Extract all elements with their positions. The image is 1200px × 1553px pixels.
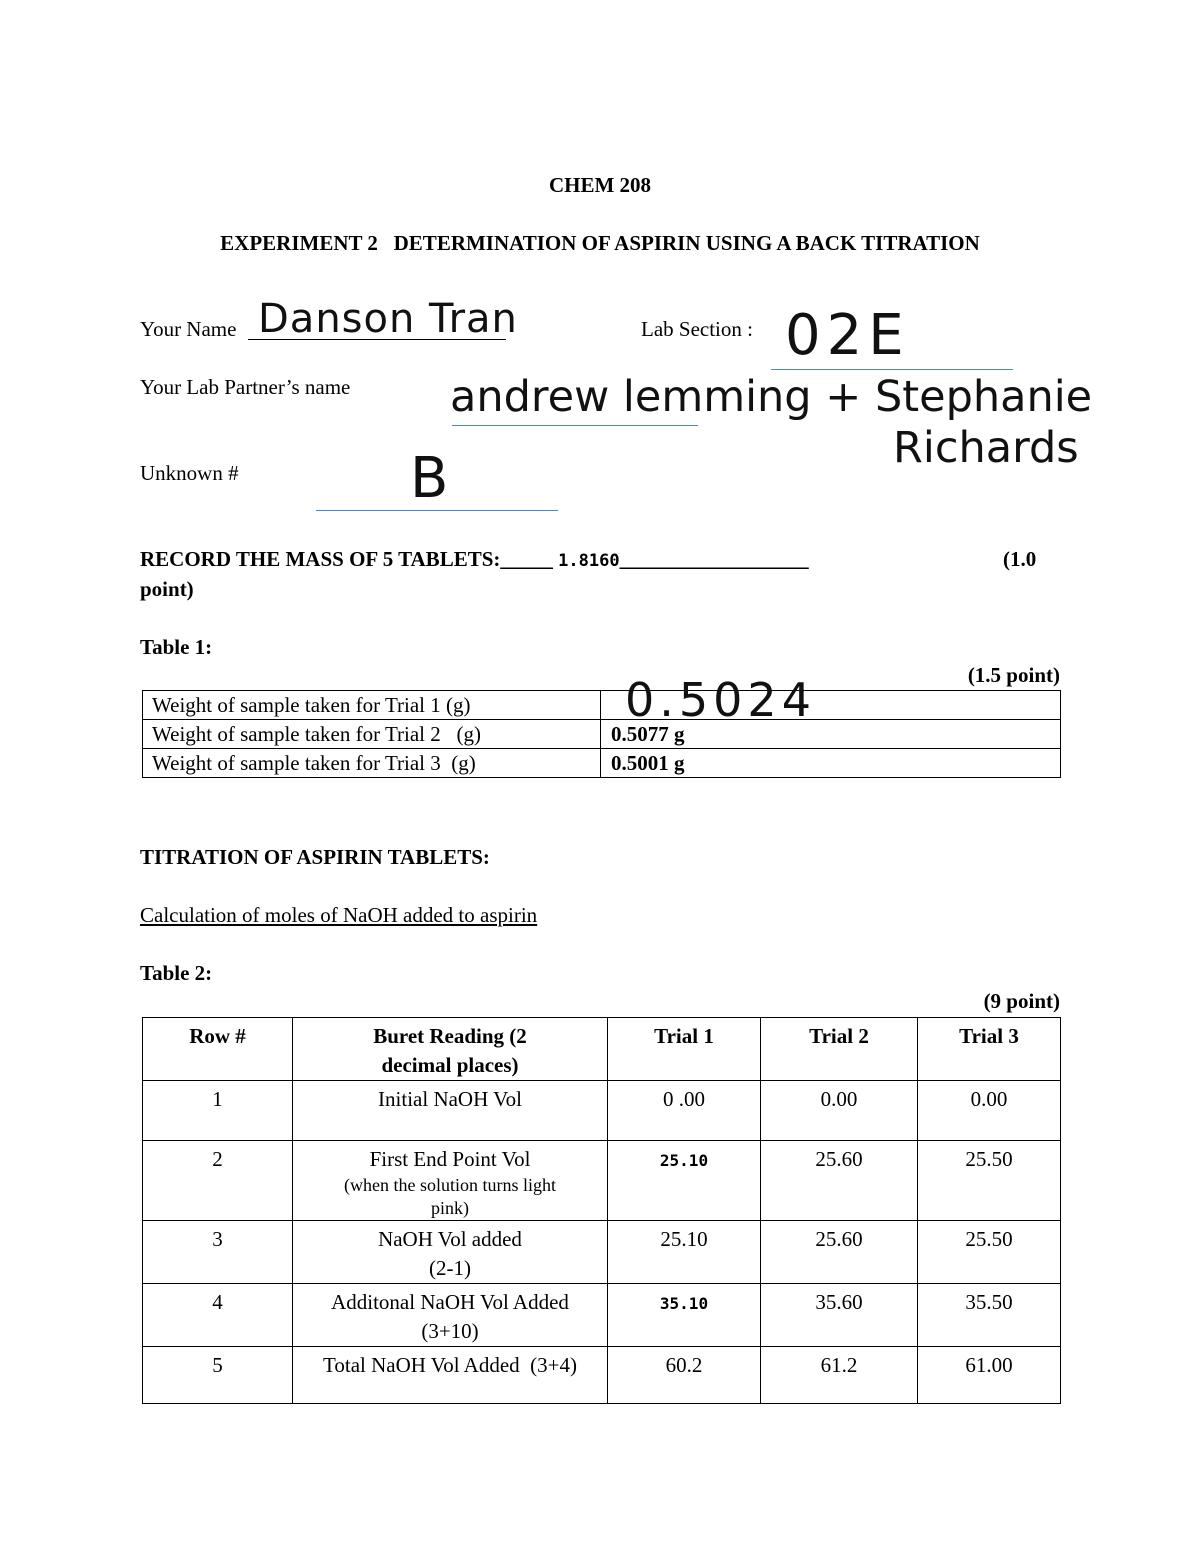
table-row <box>143 1141 1061 1221</box>
row-desc-line1: Initial NaOH Vol <box>378 1087 522 1111</box>
header-trial1: Trial 1 <box>608 1018 761 1081</box>
lab-section-value[interactable]: 02E <box>785 303 910 368</box>
header-buret-reading-line2: decimal places) <box>381 1053 519 1077</box>
row-num: 5 <box>143 1347 293 1404</box>
table-row <box>143 749 1061 778</box>
table1-points: (1.5 point) <box>967 663 1060 687</box>
table-row <box>143 1347 1061 1404</box>
unknown-field-line <box>316 510 558 511</box>
table2 <box>142 1017 1061 1404</box>
mass-blank-before: _____ <box>500 547 553 571</box>
partner-field-line <box>452 425 698 426</box>
section-title: TITRATION OF ASPIRIN TABLETS: <box>140 845 490 869</box>
row-trial3[interactable]: 61.00 <box>918 1347 1061 1404</box>
partner-value-line2[interactable]: Richards <box>893 423 1079 473</box>
header-trial2: Trial 2 <box>761 1018 918 1081</box>
table-row <box>143 691 1061 720</box>
unknown-label: Unknown # <box>140 461 239 485</box>
row-desc-line1: Additonal NaOH Vol Added <box>331 1290 569 1314</box>
table1-label: Weight of sample taken for Trial 2 (g) <box>143 720 601 749</box>
row-trial1-value: 25.10 <box>659 1151 709 1170</box>
row-trial3[interactable]: 0.00 <box>918 1081 1061 1141</box>
row-trial2[interactable]: 0.00 <box>761 1081 918 1141</box>
row-trial2[interactable]: 25.60 <box>761 1221 918 1284</box>
section-subtitle: Calculation of moles of NaOH added to aspirin <box>140 903 538 927</box>
row-trial1[interactable] <box>608 1284 761 1347</box>
row-desc <box>293 1141 608 1221</box>
row-desc <box>293 1284 608 1347</box>
table-header-row <box>143 1018 1061 1081</box>
course-title: CHEM 208 <box>548 173 652 197</box>
row-trial2[interactable]: 35.60 <box>761 1284 918 1347</box>
row-num: 3 <box>143 1221 293 1284</box>
row-num: 4 <box>143 1284 293 1347</box>
row-desc-line2: (when the solution turns light pink) <box>344 1175 556 1218</box>
row-desc <box>293 1081 608 1141</box>
table-row <box>143 1081 1061 1141</box>
name-label: Your Name <box>140 317 237 341</box>
row-trial3[interactable]: 25.50 <box>918 1221 1061 1284</box>
lab-section-field-line <box>771 369 1013 370</box>
row-desc-line2: (3+10) <box>421 1319 479 1343</box>
row-desc-line1: Total NaOH Vol Added (3+4) <box>323 1353 577 1377</box>
row-trial1[interactable]: 25.10 <box>608 1221 761 1284</box>
row-desc <box>293 1347 608 1404</box>
row-trial2[interactable]: 61.2 <box>761 1347 918 1404</box>
table1-title: Table 1: <box>140 635 213 659</box>
row-num: 1 <box>143 1081 293 1141</box>
header-buret-reading <box>293 1018 608 1081</box>
table1-trial1-handwritten-value: 0.5024 <box>625 673 816 727</box>
header-row-num: Row # <box>143 1018 293 1081</box>
mass-points-cont: point) <box>140 577 194 601</box>
mass-record-value[interactable]: 1.8160 <box>558 551 620 571</box>
lab-section-label: Lab Section : <box>641 317 753 341</box>
name-value[interactable]: Danson Tran <box>258 296 518 342</box>
table-row <box>143 1284 1061 1347</box>
table2-title: Table 2: <box>140 961 213 985</box>
unknown-value[interactable]: B <box>410 446 449 511</box>
mass-record-line <box>140 547 809 572</box>
mass-points: (1.0 <box>1003 547 1037 571</box>
row-trial3[interactable]: 25.50 <box>918 1141 1061 1221</box>
row-desc <box>293 1221 608 1284</box>
row-desc-line2: (2-1) <box>429 1256 471 1280</box>
header-trial3: Trial 3 <box>918 1018 1061 1081</box>
mass-blank-after: __________________ <box>619 547 809 571</box>
table2-points: (9 point) <box>983 989 1060 1013</box>
row-num: 2 <box>143 1141 293 1221</box>
partner-label: Your Lab Partner’s name <box>140 375 351 399</box>
header-buret-reading-line1: Buret Reading (2 <box>373 1024 527 1048</box>
table1-value[interactable]: 0.5001 g <box>601 749 1061 778</box>
table1-value[interactable]: 0.5077 g <box>601 720 1061 749</box>
row-desc-line1: First End Point Vol <box>369 1147 531 1171</box>
table-row <box>143 720 1061 749</box>
table-row <box>143 1221 1061 1284</box>
table1-label: Weight of sample taken for Trial 1 (g) <box>143 691 601 720</box>
row-trial1-value: 35.10 <box>659 1294 709 1313</box>
row-trial1[interactable]: 0 .00 <box>608 1081 761 1141</box>
row-trial3[interactable]: 35.50 <box>918 1284 1061 1347</box>
row-trial1[interactable]: 60.2 <box>608 1347 761 1404</box>
table1-label: Weight of sample taken for Trial 3 (g) <box>143 749 601 778</box>
mass-record-label: RECORD THE MASS OF 5 TABLETS: <box>140 547 501 571</box>
row-trial2[interactable]: 25.60 <box>761 1141 918 1221</box>
partner-value-line1[interactable]: andrew lemming + Stephanie <box>450 372 1093 422</box>
row-trial1[interactable] <box>608 1141 761 1221</box>
experiment-title: EXPERIMENT 2 DETERMINATION OF ASPIRIN USING A BACK TITRATION <box>220 231 980 255</box>
row-desc-line1: NaOH Vol added <box>378 1227 522 1251</box>
